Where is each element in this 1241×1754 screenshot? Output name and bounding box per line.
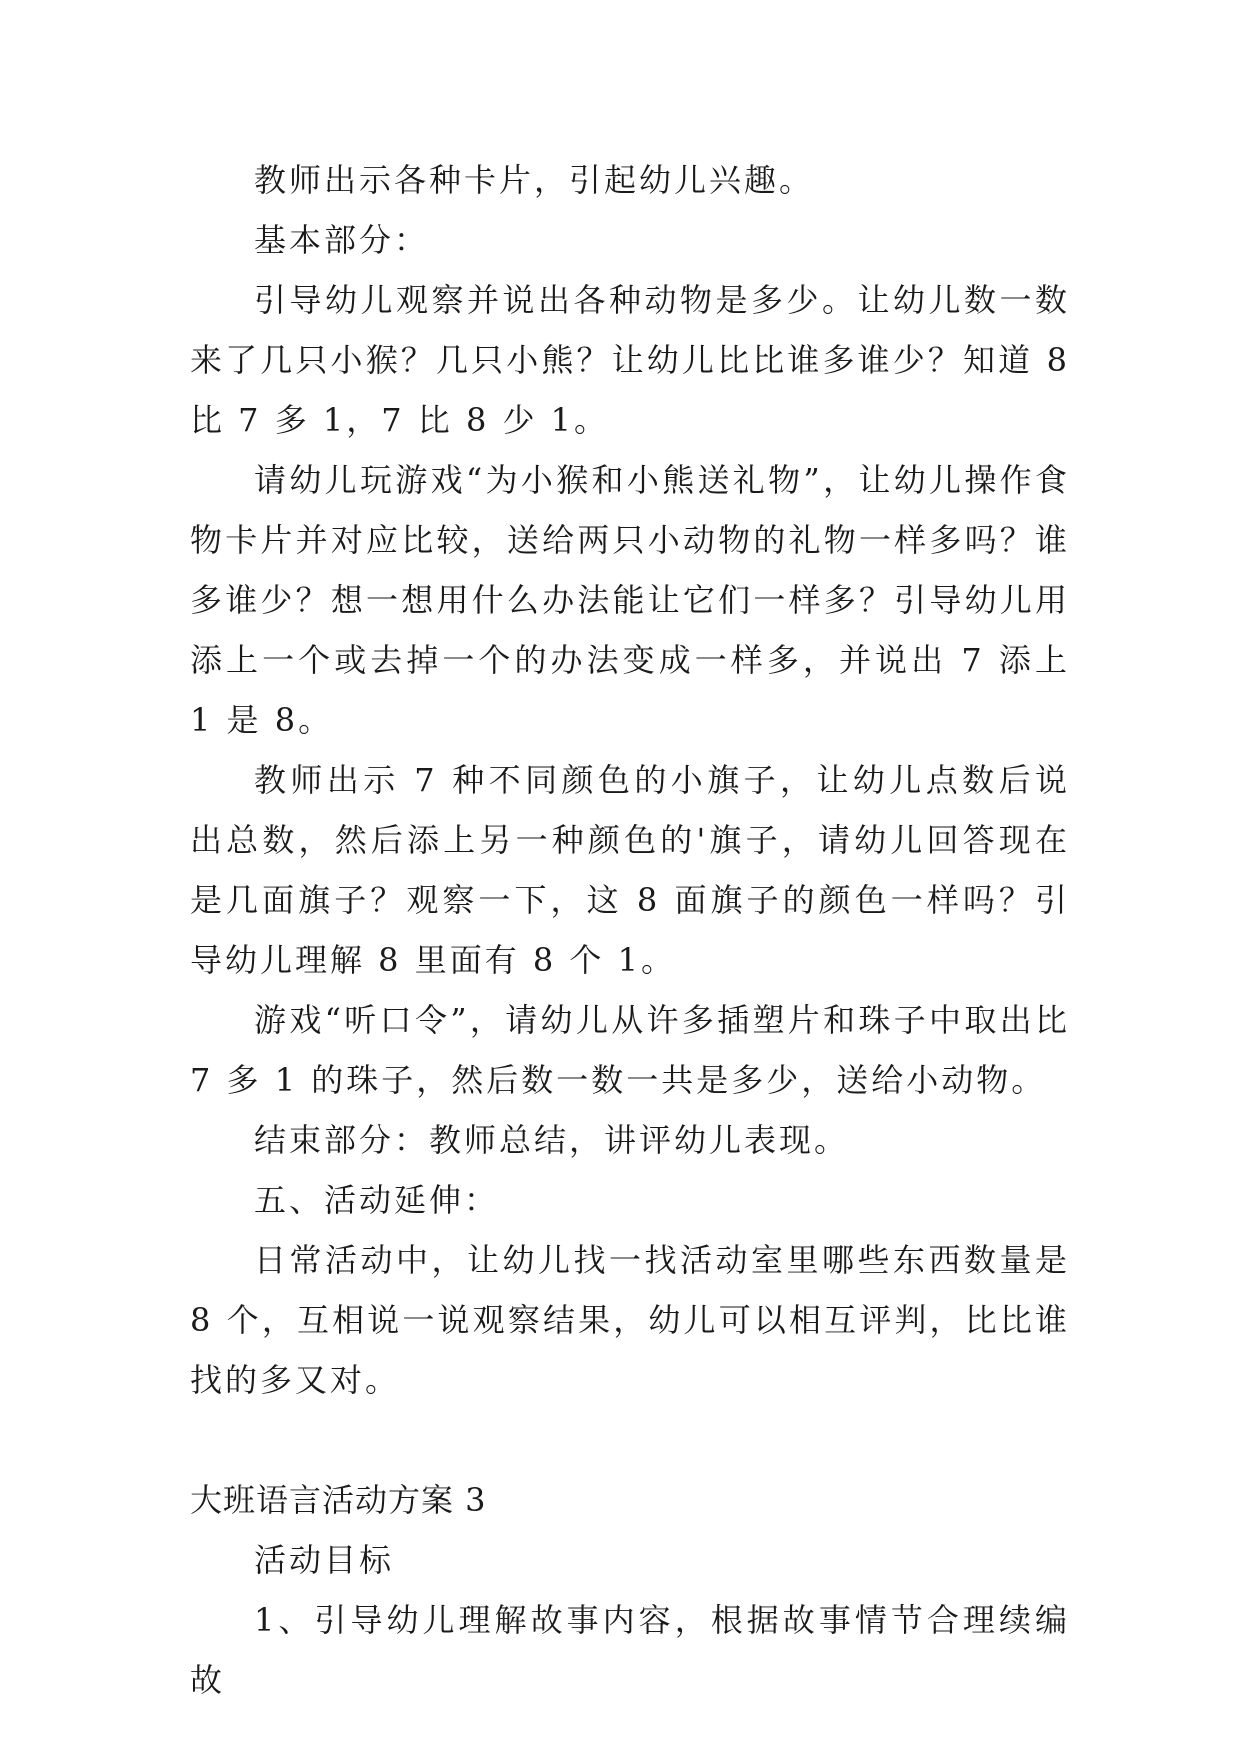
- section-spacer: [190, 1410, 1070, 1470]
- paragraph-basic-part-heading: 基本部分：: [254, 221, 430, 259]
- paragraph-ending: 结束部分：教师总结，讲评幼儿表现。: [254, 1121, 850, 1159]
- paragraph-gift-game: 请幼儿玩游戏“为小猴和小熊送礼物”，让幼儿操作食物卡片并对应比较，送给两只小动物的礼物一样多吗？谁多谁少？想一想用什么办法能让它们一样多？引导幼儿用添上一个或去掉一个的办法变成一样多，并说出 7 添上 1 是 8。: [190, 461, 1084, 739]
- paragraph-goals-heading: 活动目标: [254, 1541, 395, 1579]
- section-title: 大班语言活动方案 3: [190, 1481, 487, 1519]
- paragraph-observe-animals: 引导幼儿观察并说出各种动物是多少。让幼儿数一数来了几只小猴？几只小熊？让幼儿比比谁多谁少？知道 8 比 7 多 1，7 比 8 少 1。: [190, 281, 1084, 439]
- paragraph-flags: 教师出示 7 种不同颜色的小旗子，让幼儿点数后说出总数，然后添上另一种颜色的'旗子，请幼儿回答现在是几面旗子？观察一下，这 8 面旗子的颜色一样吗？引导幼儿理解 8 里面有 8 个 1。: [190, 761, 1070, 979]
- paragraph-intro: 教师出示各种卡片，引起幼儿兴趣。: [254, 161, 815, 199]
- document-page: [190, 150, 1084, 1710]
- paragraph-extension: 日常活动中，让幼儿找一找活动室里哪些东西数量是 8 个，互相说一说观察结果，幼儿可以相互评判，比比谁找的多又对。: [190, 1241, 1084, 1399]
- paragraph-extension-heading: 五、活动延伸：: [254, 1181, 500, 1219]
- paragraph-listen-game: 游戏“听口令”，请幼儿从许多插塑片和珠子中取出比 7 多 1 的珠子，然后数一数一共是多少，送给小动物。: [190, 1001, 1084, 1099]
- paragraph-goal-1: 1、引导幼儿理解故事内容，根据故事情节合理续编故: [190, 1601, 1070, 1699]
